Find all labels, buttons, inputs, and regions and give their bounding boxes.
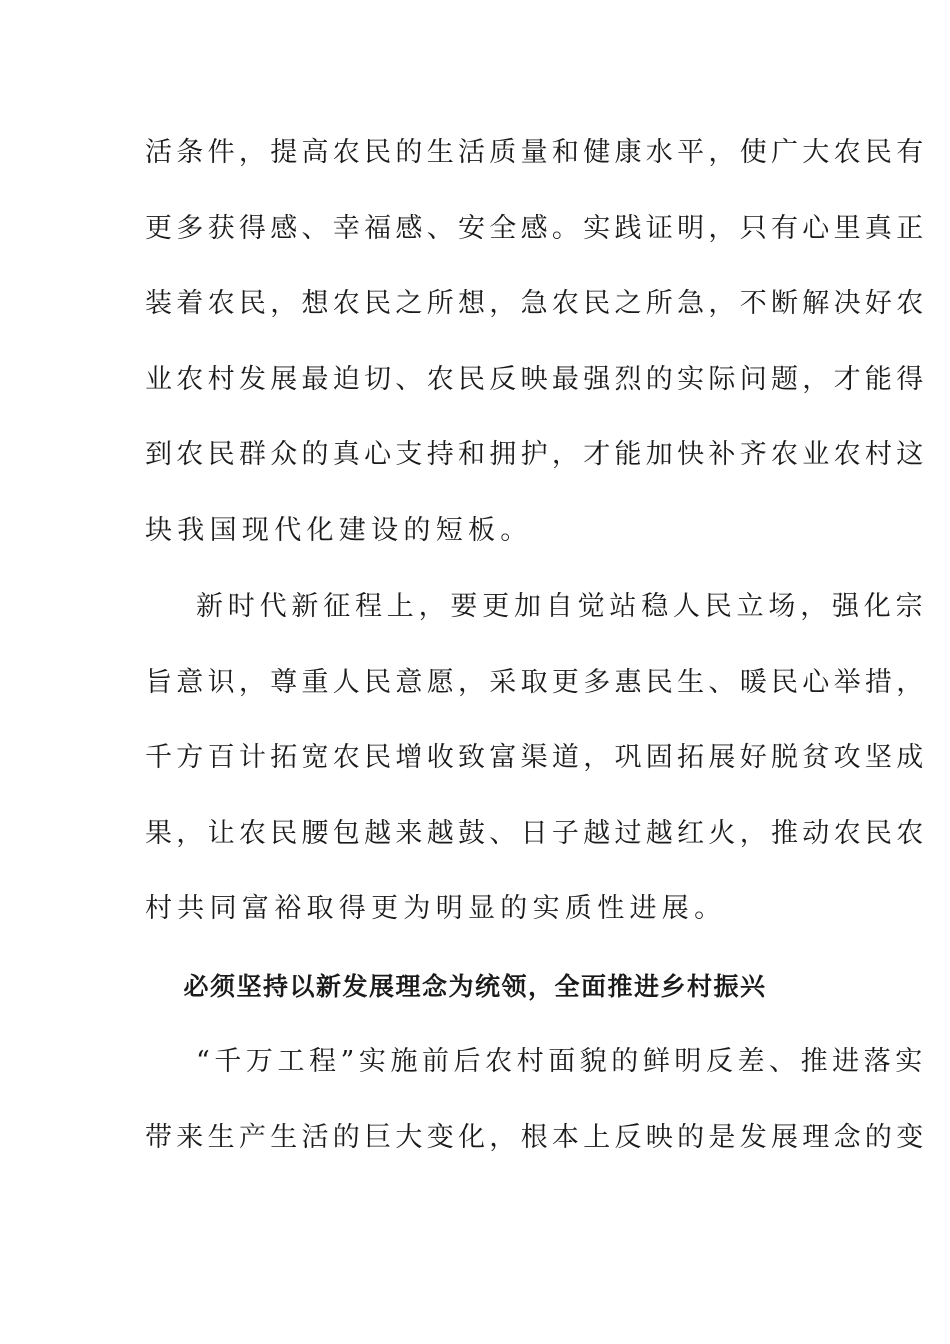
paragraph-line: 装着农民，想农民之所想，急农民之所急，不断解决好农 (145, 288, 928, 319)
paragraph-line: 业农村发展最迫切、农民反映最强烈的实际问题，才能得 (145, 364, 928, 395)
paragraph-line: 活条件，提高农民的生活质量和健康水平，使广大农民有 (145, 137, 928, 168)
paragraph-line: 果，让农民腰包越来越鼓、日子越过越红火，推动农民农 (145, 818, 928, 849)
paragraph-line: 新时代新征程上，要更加自觉站稳人民立场，强化宗 (196, 591, 928, 622)
paragraph-line: 村共同富裕取得更为明显的实质性进展。 (145, 893, 727, 924)
paragraph-line: 千方百计拓宽农民增收致富渠道，巩固拓展好脱贫攻坚成 (145, 742, 928, 773)
paragraph-line: 更多获得感、幸福感、安全感。实践证明，只有心里真正 (145, 213, 928, 244)
paragraph-line: “千万工程”实施前后农村面貌的鲜明反差、推进落实 (196, 1046, 927, 1077)
paragraph-line: 带来生产生活的巨大变化，根本上反映的是发展理念的变 (145, 1122, 928, 1153)
section-heading: 必须坚持以新发展理念为统领，全面推进乡村振兴 (183, 972, 767, 1001)
paragraph-line: 块我国现代化建设的短板。 (145, 515, 533, 546)
paragraph-line: 旨意识，尊重人民意愿，采取更多惠民生、暖民心举措， (145, 667, 928, 698)
paragraph-line: 到农民群众的真心支持和拥护，才能加快补齐农业农村这 (145, 439, 928, 470)
